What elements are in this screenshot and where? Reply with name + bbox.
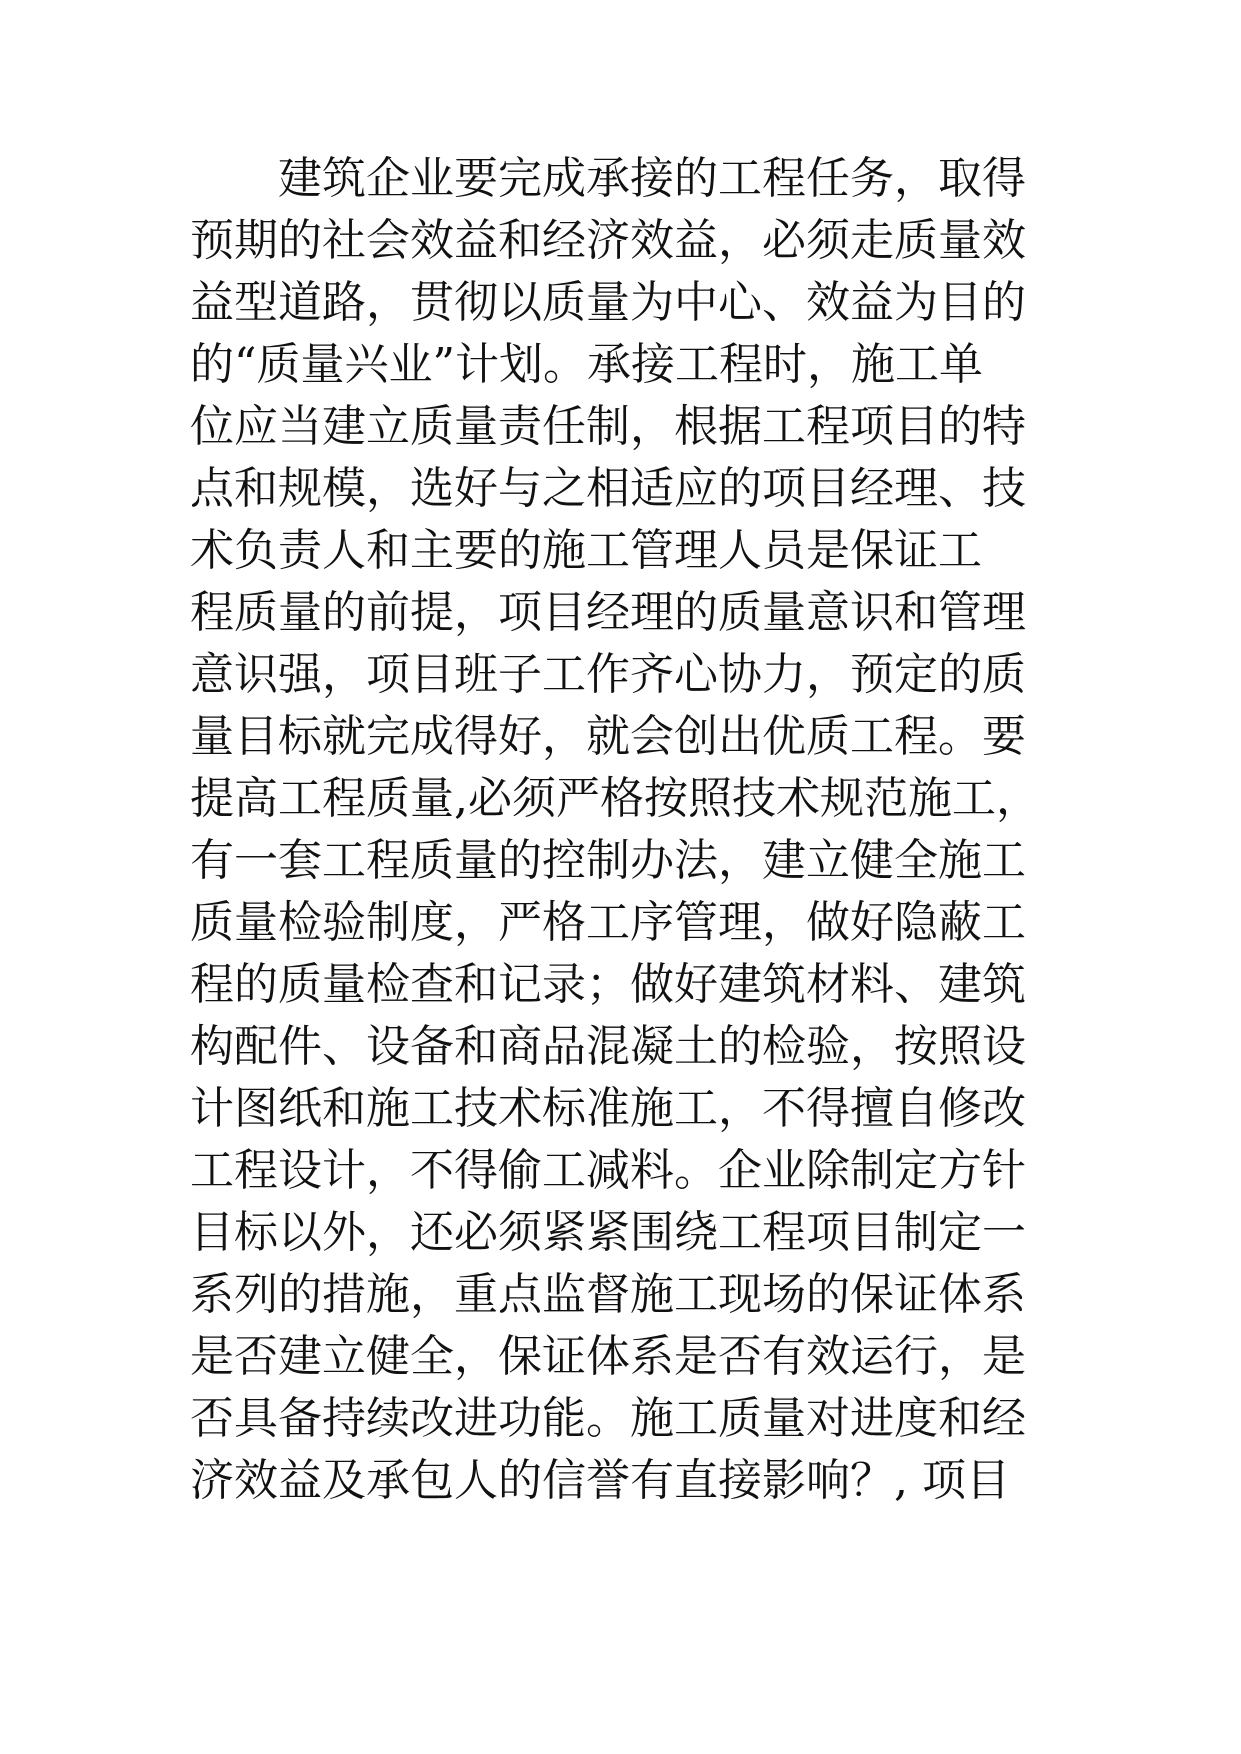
paragraph-line-7: 术负责人和主要的施工管理人员是保证工 [190,525,982,576]
paragraph-line-22: 济效益及承包人的信誉有直接影响？, 项目 [190,1455,1010,1506]
paragraph-line-20: 是否建立健全，保证体系是否有效运行，是 [190,1331,1026,1382]
paragraph-line-11: 提高工程质量,必须严格按照技术规范施工， [190,773,1040,824]
paragraph-line-2: 预期的社会效益和经济效益，必须走质量效 [190,215,1026,266]
body-paragraph [190,148,1070,1512]
paragraph-line-17: 工程设计，不得偷工减料。企业除制定方针 [190,1145,1026,1196]
paragraph-line-15: 构配件、设备和商品混凝土的检验，按照设 [190,1021,1026,1072]
paragraph-line-16: 计图纸和施工技术标准施工，不得擅自修改 [190,1083,1026,1134]
paragraph-line-4: 的“质量兴业”计划。承接工程时，施工单 [190,339,983,390]
paragraph-line-14: 程的质量检查和记录；做好建筑材料、建筑 [190,959,1026,1010]
paragraph-line-9: 意识强，项目班子工作齐心协力，预定的质 [190,649,1026,700]
paragraph-line-12: 有一套工程质量的控制办法，建立健全施工 [190,835,1026,886]
paragraph-line-1: 建筑企业要完成承接的工程任务，取得 [278,153,1026,204]
paragraph-line-18: 目标以外，还必须紧紧围绕工程项目制定一 [190,1207,1026,1258]
paragraph-line-10: 量目标就完成得好，就会创出优质工程。要 [190,711,1026,762]
paragraph-line-21: 否具备持续改进功能。施工质量对进度和经 [190,1393,1026,1444]
paragraph-line-3: 益型道路，贯彻以质量为中心、效益为目的 [190,277,1026,328]
paragraph-line-6: 点和规模，选好与之相适应的项目经理、技 [190,463,1026,514]
paragraph-line-8: 程质量的前提，项目经理的质量意识和管理 [190,587,1026,638]
paragraph-line-5: 位应当建立质量责任制，根据工程项目的特 [190,401,1026,452]
paragraph-line-19: 系列的措施，重点监督施工现场的保证体系 [190,1269,1026,1320]
paragraph-line-13: 质量检验制度，严格工序管理，做好隐蔽工 [190,897,1026,948]
